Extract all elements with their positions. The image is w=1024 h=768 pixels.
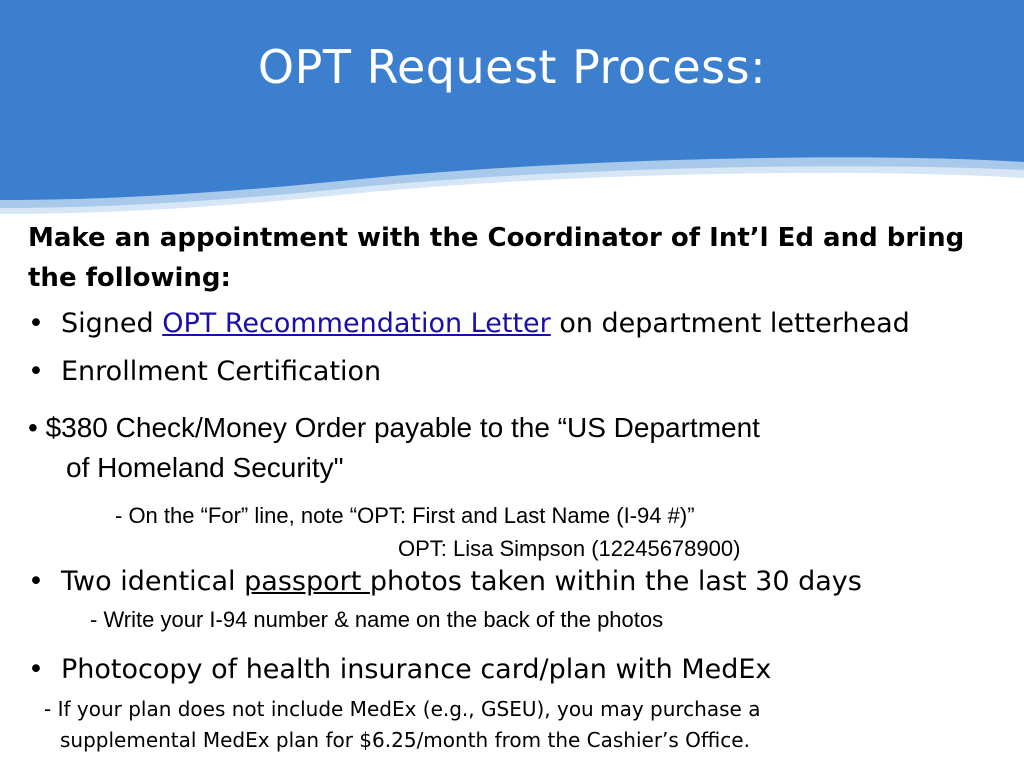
item-enrollment-certification [28, 356, 381, 387]
insurance-text: Photocopy of health insurance card/plan with MedEx [61, 654, 772, 685]
bullet: • [28, 356, 44, 387]
check-example-note: OPT: Lisa Simpson (12245678900) [398, 536, 741, 561]
letter-suffix: on department letterhead [550, 308, 910, 339]
bullet: • [28, 566, 44, 597]
photos-prefix: Two identical [61, 566, 245, 597]
letter-prefix: Signed [61, 308, 163, 339]
slide-heading: Make an appointment with the Coordinator of Int’l Ed and bring the following: [28, 223, 965, 293]
photos-suffix: photos taken within the last 30 days [369, 566, 862, 597]
photos-underlined: passport [244, 566, 370, 597]
bullet: • [28, 412, 38, 443]
check-line2-text: of Homeland Security" [66, 452, 344, 483]
item-passport-photos [28, 566, 862, 597]
bullet: • [28, 308, 44, 339]
photos-note: - Write your I-94 number & name on the back of the photos [90, 607, 664, 632]
item-health-insurance [28, 654, 771, 685]
item-check-line1 [28, 412, 760, 444]
insurance-note-line2: supplemental MedEx plan for $6.25/month from the Cashier’s Office. [60, 728, 750, 752]
opt-recommendation-letter-link[interactable]: OPT Recommendation Letter [162, 308, 551, 339]
title-banner [0, 0, 1024, 230]
enrollment-text: Enrollment Certification [61, 356, 382, 387]
check-for-line-note: - On the “For” line, note “OPT: First and Last Name (I-94 #)” [115, 503, 695, 528]
check-line1-text: $380 Check/Money Order payable to the “US Department [45, 412, 760, 443]
item-recommendation-letter [28, 308, 910, 339]
insurance-note-line1: - If your plan does not include MedEx (e.g., GSEU), you may purchase a [44, 697, 761, 721]
bullet: • [28, 654, 44, 685]
slide-title: OPT Request Process: [257, 40, 767, 94]
